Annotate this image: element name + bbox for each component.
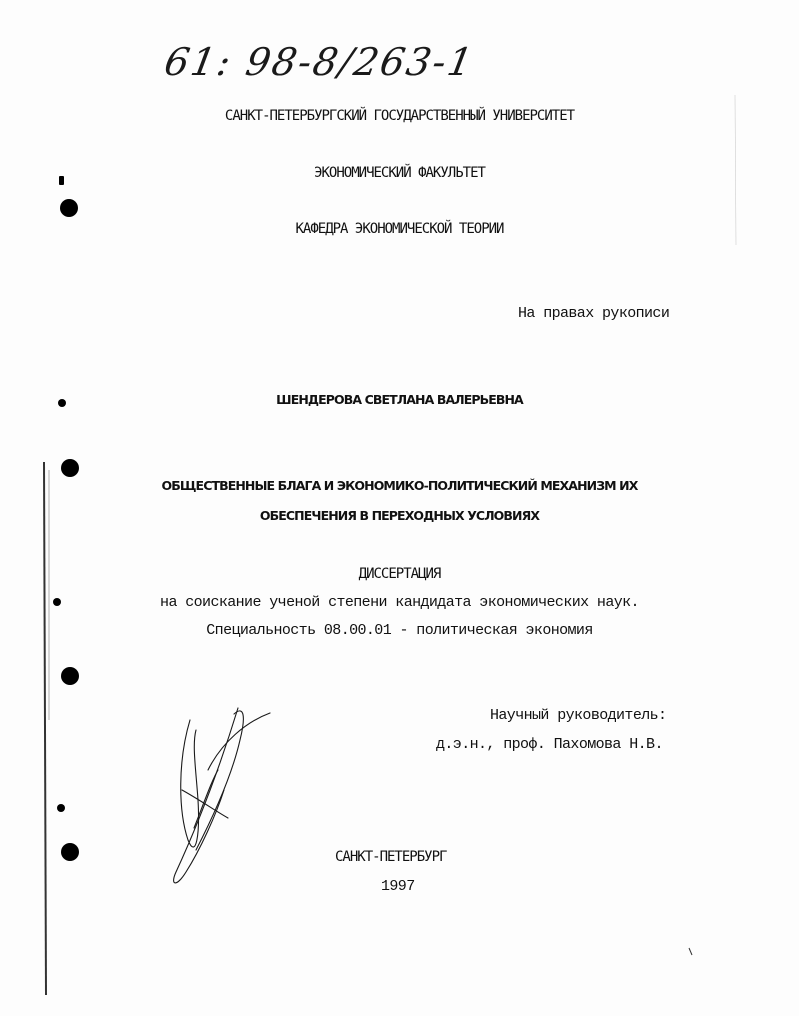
specialty-line: Специальность 08.00.01 - политическая экономия xyxy=(206,622,593,639)
year: 1997 xyxy=(381,878,415,895)
archive-number: 61: 98-8/263-1 xyxy=(161,40,478,84)
punch-hole xyxy=(60,199,78,217)
left-edge-line xyxy=(44,462,46,995)
punch-hole xyxy=(61,843,79,861)
degree-line: на соискание ученой степени кандидата экономических наук. xyxy=(160,594,639,611)
signature-stroke xyxy=(208,713,270,770)
supervisor-name: д.э.н., проф. Пахомова Н.В. xyxy=(436,736,663,753)
signature-stroke xyxy=(174,708,238,883)
punch-hole xyxy=(61,459,79,477)
department-name: КАФЕДРА ЭКОНОМИЧЕСКОЙ ТЕОРИИ xyxy=(295,221,504,237)
dissertation-title-line-2: ОБЕСПЕЧЕНИЯ В ПЕРЕХОДНЫХ УСЛОВИЯХ xyxy=(259,508,540,523)
dissertation-label: ДИССЕРТАЦИЯ xyxy=(358,566,441,582)
city: САНКТ-ПЕТЕРБУРГ xyxy=(335,849,447,865)
dissertation-title-line-1: ОБЩЕСТВЕННЫЕ БЛАГА И ЭКОНОМИКО-ПОЛИТИЧЕСКИЙ МЕХАНИЗМ ИХ xyxy=(161,478,638,493)
signature-stroke xyxy=(182,790,228,818)
punch-hole xyxy=(61,667,79,685)
signature-stroke xyxy=(181,720,199,847)
punch-mark xyxy=(57,804,65,812)
signature-stroke xyxy=(196,711,243,850)
corner-tick xyxy=(689,948,692,955)
handwritten-signature xyxy=(174,708,270,883)
manuscript-note: На правах рукописи xyxy=(518,305,670,322)
university-name: САНКТ-ПЕТЕРБУРГСКИЙ ГОСУДАРСТВЕННЫЙ УНИВЕРСИТЕТ xyxy=(224,108,575,124)
author-name: ШЕНДЕРОВА СВЕТЛАНА ВАЛЕРЬЕВНА xyxy=(276,392,523,407)
faculty-name: ЭКОНОМИЧЕСКИЙ ФАКУЛЬТЕТ xyxy=(314,165,485,181)
supervisor-label: Научный руководитель: xyxy=(490,707,667,724)
